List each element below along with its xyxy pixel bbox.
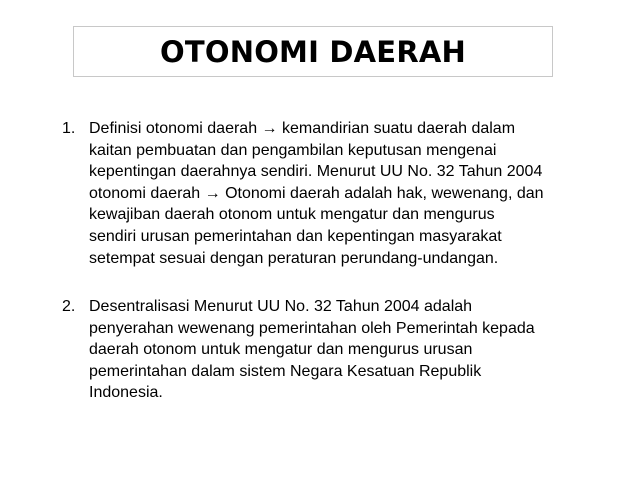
list-item-desentralisasi	[62, 296, 602, 404]
list-item-text: Definisi otonomi daerah → kemandirian suatu daerah dalam kaitan pembuatan dan pengambilan keputusan mengenai kepentingan daerahnya sendiri. Menurut UU No. 32 Tahun 2004 otonomi daerah → Otonomi daerah adalah hak, wewenang, dan kewajiban daerah otonom untuk mengatur dan mengurus sendiri urusan pemerintahan dan kepentingan masyarakat setempat sesuai dengan peraturan perundang-undangan.	[89, 120, 544, 267]
list-number: 1.	[62, 120, 76, 137]
list-number: 2.	[62, 298, 76, 315]
slide-title: OTONOMI DAERAH	[160, 34, 466, 69]
title-box	[73, 26, 553, 77]
list-item-text: Desentralisasi Menurut UU No. 32 Tahun 2004 adalah penyerahan wewenang pemerintahan oleh Pemerintah kepada daerah otonom untuk mengatur dan mengurus urusan pemerintahan dalam sistem Negara Kesatuan Republik Indonesia.	[89, 298, 535, 402]
list-item-definisi	[62, 118, 602, 269]
